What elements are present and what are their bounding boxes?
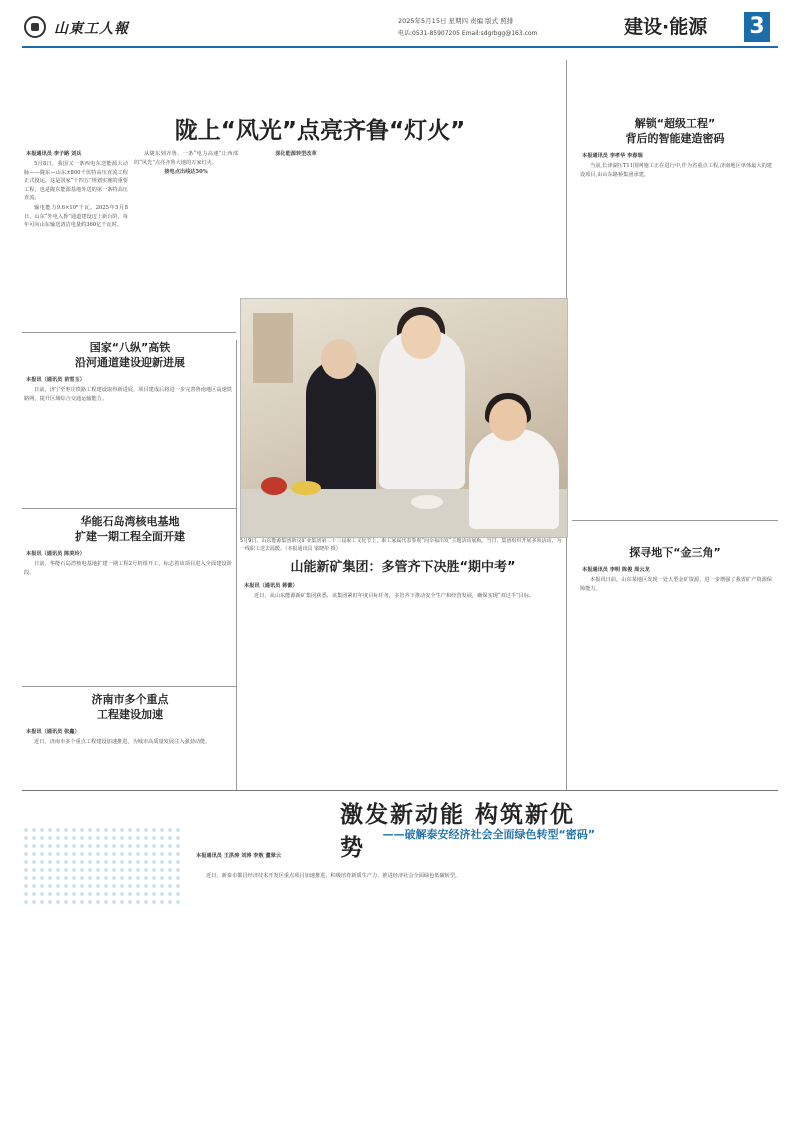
photo-fruit xyxy=(411,495,443,509)
photo-face xyxy=(401,315,441,359)
main-headline: 陇上“风光”点亮齐鲁“灯火” xyxy=(174,118,466,144)
main-subheading: 深化能源转型改革 xyxy=(275,151,317,157)
photo-face xyxy=(321,339,357,379)
photo-sign-board xyxy=(253,313,293,383)
main-paragraph: 输电能力9.6×10⁶千瓦。2025年5月8日，山东“外电入鲁”通道建设迈上新台阶，每年可向山东输送清洁电量约360亿千瓦时。 xyxy=(24,204,128,229)
page-number: 3 xyxy=(744,12,770,42)
masthead-rule xyxy=(22,46,778,48)
bottom-feature-body: 近日，新泰市都昌经济技术开发区重点项目加速推进，积极培育新质生产力，推进经济社会全面绿色低碳转型。 xyxy=(206,873,461,879)
main-byline: 本报通讯员 李子路 刘兵 xyxy=(26,151,82,157)
photo-fruit xyxy=(261,477,287,495)
photo-face xyxy=(489,399,527,441)
section-divider xyxy=(22,686,236,687)
left-article-3-byline: 本报讯（通讯员 张鑫） xyxy=(26,729,80,735)
main-article-column-1 xyxy=(24,160,128,330)
left-article-2-byline: 本报讯（通讯员 陈美玲） xyxy=(26,551,85,557)
section-divider xyxy=(22,508,236,509)
contact-info: 电话:0531-85907205 Email:sdgrbgg@163.com xyxy=(398,30,538,37)
column-divider xyxy=(236,340,237,790)
left-article-1-body: 日前，济宁至枣庄铁路工程建设取得新进展。项目建成后将进一步完善鲁南地区高速铁路网，提升区域综合交通运输能力。 xyxy=(24,387,232,402)
photo-fruit xyxy=(291,481,321,495)
bottom-feature-byline: 本报通讯员 王洪涛 刘涛 李敖 董翠云 xyxy=(196,853,282,859)
news-photo xyxy=(240,298,568,538)
right-article-2-body: 本报讯日前，山东某地区发现一处大型金矿资源，进一步增强了我省矿产资源保障能力。 xyxy=(580,577,772,592)
left-article-3-headline: 济南市多个重点 工程建设加速 xyxy=(91,693,169,721)
section-divider xyxy=(572,520,778,521)
issue-date: 2025年5月15日 星期四 责编 版式 照排 xyxy=(398,17,514,25)
right-article-2-byline: 本报通讯员 李明 陈俊 周云龙 xyxy=(582,567,650,573)
center-article-headline: 山能新矿集团：多管齐下决胜“期中考” xyxy=(290,560,516,575)
right-article-1-byline: 本报通讯员 李孝华 李春瑞 xyxy=(582,153,643,159)
right-article-2-headline: 探寻地下“金三角” xyxy=(629,546,721,559)
newspaper-name: 山東工人報 xyxy=(54,21,129,37)
left-article-2-headline: 华能石岛湾核电基地 扩建一期工程全面开建 xyxy=(75,515,185,543)
masthead-logo xyxy=(24,14,174,44)
center-article-byline: 本报讯（通讯员 蒋蕾） xyxy=(244,583,298,589)
photo-person xyxy=(469,429,559,529)
bottom-feature-headline: 激发新动能 构筑新优势 xyxy=(340,802,576,861)
section-title: 建设·能源 xyxy=(624,16,708,38)
main-article-column-3 xyxy=(244,150,348,290)
main-article-column-2 xyxy=(134,150,238,330)
left-article-1-byline: 本报讯（通讯员 苗雪玉） xyxy=(26,377,85,383)
right-article-1-headline: 解锁“超级工程” 背后的智能建造密码 xyxy=(625,117,725,145)
main-subheading: 接电点出线达50% xyxy=(164,169,208,176)
photo-caption: 5月9日，山东能源集团新汶矿业集团第二十三届职工文化节上，职工家属代表参观“向幸福出发”主题活动展板。当日，集团组织开展多项活动，为一线职工送去温暖。（本报通讯员 梁晓彤 摄） xyxy=(240,538,562,552)
left-article-1-headline: 国家“八纵”高铁 沿河通道建设迎新进展 xyxy=(75,341,185,369)
section-divider xyxy=(22,332,236,333)
right-article-1-body: 当前,长津湖压T11围网施工正在进行中,作为省重点工程,济南地区单体最大的建设项目,由山东路桥集团承建。 xyxy=(580,163,772,178)
left-article-2-body: 日前，华能石岛湾核电基地扩建一期工程2号机组开工，标志着该项目进入全面建设阶段。 xyxy=(24,561,232,576)
main-paragraph: 从陇东到齐鲁，一条“电力高速”让西部的“风光”点亮齐鲁大地的万家灯火。 xyxy=(134,151,238,166)
main-paragraph: 5月8日，我国又一条西电东送能源大动脉——陇东—山东±800千伏特高压直流工程正式投运。这是国家“十四五”规划实施的重要工程，也是陇东能源基地外送的第一条特高压直流。 xyxy=(24,161,128,202)
bottom-feature-subheadline: ——破解泰安经济社会全面绿色转型“密码” xyxy=(382,828,595,841)
bottom-column-1 xyxy=(24,852,184,1102)
left-article-3-body: 近日，济南市多个重点工程建设加速推进，为城市高质量发展注入强劲动能。 xyxy=(34,739,211,745)
center-article-body: 近日，从山东能源新矿集团获悉，该集团紧盯年度目标任务，多管齐下推动安全生产和经营发展，确保实现“双过半”目标。 xyxy=(254,593,535,599)
bottom-section-rule xyxy=(22,790,778,791)
newspaper-emblem-icon xyxy=(24,16,46,38)
